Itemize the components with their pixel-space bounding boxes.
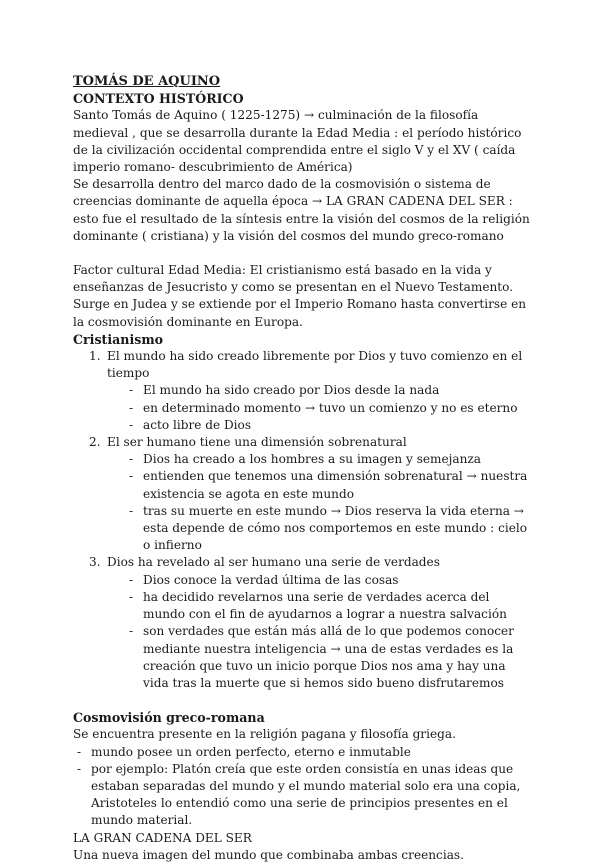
list-item xyxy=(73,434,530,451)
dash-bullet: - xyxy=(129,624,134,639)
sub-list-text: ha decidido revelarnos una serie de verdades acerca del mundo con el fin de ayudarnos a lograr a nuestra salvación xyxy=(143,589,507,622)
sub-list-text: Dios conoce la verdad última de las cosas xyxy=(143,572,399,587)
contexto-paragraph-2: Se desarrolla dentro del marco dado de la cosmovisión o sistema de creencias dominante de aquella época → LA GRAN CADENA DEL SER : esto fue el resultado de la síntesis entre la visión del cosmos de la religión dominante ( cristiana) y la visión del cosmos del mundo greco-romano xyxy=(73,177,530,243)
sub-list-text: acto libre de Dios xyxy=(143,417,252,432)
sub-list-item xyxy=(73,451,530,468)
cristianismo-list xyxy=(73,348,530,382)
sub-list xyxy=(73,382,530,434)
sub-list-text: El mundo ha sido creado por Dios desde la nada xyxy=(143,383,440,398)
sub-list-item xyxy=(73,400,530,417)
sub-list-text: Dios ha creado a los hombres a su imagen y semejanza xyxy=(143,452,482,467)
contexto-heading: CONTEXTO HISTÓRICO xyxy=(73,91,244,107)
sub-list-item xyxy=(73,744,530,761)
sub-list-text: son verdades que están más allá de lo que podemos conocer mediante nuestra inteligencia → una de estas verdades es la creación que tuvo un inicio porque Dios nos ama y hay una vida tras la muerte que si hemos sido bueno disfrutaremos xyxy=(143,624,514,690)
document-body xyxy=(73,73,530,864)
sub-list-text: entienden que tenemos una dimensión sobrenatural → nuestra existencia se agota en este mundo xyxy=(143,469,528,501)
cristianismo-list xyxy=(73,434,530,451)
dash-bullet: - xyxy=(129,383,134,398)
contexto-paragraph-1: Santo Tomás de Aquino ( 1225-1275) → culminación de la filosofía medieval , que se desarrolla durante la Edad Media : el período histórico de la civilización occidental comprendida entre el siglo V y el XV ( caída imperio romano- descubrimiento de América) xyxy=(73,108,522,175)
sub-list xyxy=(73,572,530,692)
sub-list-item xyxy=(73,417,530,434)
document-title: TOMÁS DE AQUINO xyxy=(73,74,221,89)
sub-list-text: tras su muerte en este mundo → Dios reserva la vida eterna → esta depende de cómo nos comportemos en este mundo : cielo o infierno xyxy=(143,503,528,553)
dash-bullet: - xyxy=(129,469,134,484)
sub-list-item xyxy=(73,572,530,589)
spacer xyxy=(73,245,530,262)
sub-list-text: por ejemplo: Platón creía que este orden consistía en unas ideas que estaban separadas del mundo y el mundo material solo era una copia, Aristoteles lo entendió como una serie de principios presentes en el mundo material. xyxy=(91,761,521,828)
greco-list xyxy=(73,744,530,830)
list-item-text: El ser humano tiene una dimensión sobrenatural xyxy=(107,435,407,450)
dash-bullet: - xyxy=(129,417,134,432)
cadena-text: Una nueva imagen del mundo que combinaba ambas creencias. xyxy=(73,847,464,862)
sub-list-item xyxy=(73,623,530,692)
dash-bullet: - xyxy=(129,503,134,518)
cristianismo-heading: Cristianismo xyxy=(73,331,164,347)
list-item xyxy=(73,554,530,571)
spacer xyxy=(73,692,530,709)
greco-intro: Se encuentra presente en la religión pagana y filosofía griega. xyxy=(73,727,456,742)
dash-bullet: - xyxy=(77,744,82,759)
dash-bullet: - xyxy=(129,452,134,467)
sub-list-item xyxy=(73,761,530,830)
list-number: 3. xyxy=(89,555,101,570)
sub-list-item xyxy=(73,589,530,623)
sub-list-text: mundo posee un orden perfecto, eterno e inmutable xyxy=(91,744,411,759)
sub-list-item xyxy=(73,503,530,555)
list-item-text: Dios ha revelado al ser humano una serie de verdades xyxy=(107,555,440,570)
dash-bullet: - xyxy=(77,761,82,776)
list-number: 1. xyxy=(89,349,101,364)
list-number: 2. xyxy=(89,435,101,450)
cadena-heading: LA GRAN CADENA DEL SER xyxy=(73,830,252,845)
dash-bullet: - xyxy=(129,589,134,604)
sub-list-item xyxy=(73,382,530,399)
cristianismo-list xyxy=(73,554,530,571)
dash-bullet: - xyxy=(129,400,134,415)
list-item xyxy=(73,348,530,382)
contexto-paragraph-3: Factor cultural Edad Media: El cristianismo está basado en la vida y enseñanzas de Jesucristo y como se presentan en el Nuevo Testamento. Surge en Judea y se extiende por el Imperio Romano hasta convertirse en la cosmovisión dominante en Europa. xyxy=(73,263,527,329)
list-item-text: El mundo ha sido creado libremente por Dios y tuvo comienzo en el tiempo xyxy=(107,349,523,381)
greco-heading: Cosmovisión greco-romana xyxy=(73,710,265,726)
sub-list xyxy=(73,451,530,554)
sub-list-item xyxy=(73,468,530,502)
sub-list-text: en determinado momento → tuvo un comienzo y no es eterno xyxy=(143,400,518,415)
dash-bullet: - xyxy=(129,572,134,587)
